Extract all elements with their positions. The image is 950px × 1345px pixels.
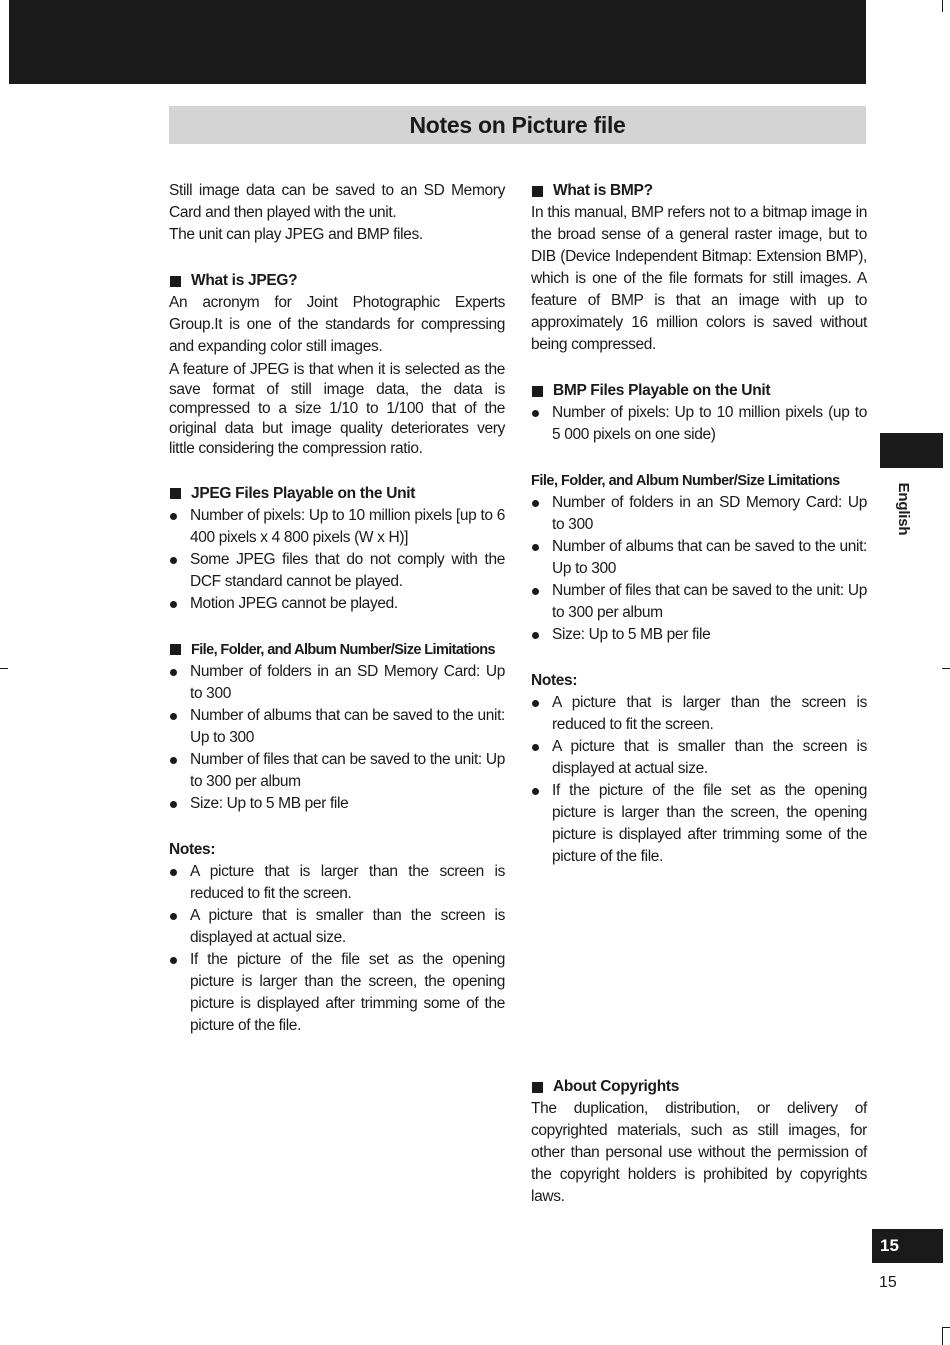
left-column <box>169 180 505 1037</box>
list-item: A picture that is smaller than the screen is displayed at actual size. <box>531 736 867 780</box>
limits-left-heading <box>169 639 505 661</box>
bmp-heading-text: What is BMP? <box>553 182 653 199</box>
list-item: If the picture of the file set as the opening picture is larger than the screen, the opening picture is displayed after trimming some of the picture of the file. <box>531 780 867 868</box>
list-item: Number of files that can be saved to the unit: Up to 300 per album <box>169 749 505 793</box>
list-item: Number of pixels: Up to 10 million pixels [up to 6 400 pixels x 4 800 pixels (W x H)] <box>169 505 505 549</box>
copyrights-paragraph: The duplication, distribution, or delivery of copyrighted materials, such as still images, for other than personal use without the permission of the copyright holders is prohibited by copyrights laws. <box>531 1100 867 1205</box>
square-bullet-icon <box>170 488 181 499</box>
jpeg-playable-heading-text: JPEG Files Playable on the Unit <box>191 484 416 502</box>
list-item: Number of pixels: Up to 10 million pixels (up to 5 000 pixels on one side) <box>531 402 867 446</box>
jpeg-paragraph-2: A feature of JPEG is that when it is selected as the save format of still image data, the data is compressed to a size 1/10 to 1/100 that of the original data but image quality deteriorates very little considering the compression ratio. <box>169 361 505 457</box>
intro-paragraph-1: Still image data can be saved to an SD Memory Card and then played with the unit. <box>169 182 505 221</box>
limits-right-heading: File, Folder, and Album Number/Size Limitations <box>531 473 840 489</box>
list-item: Number of albums that can be saved to the unit: Up to 300 <box>531 536 867 580</box>
copyrights-heading <box>531 1076 867 1098</box>
intro-paragraph-2: The unit can play JPEG and BMP files. <box>169 226 423 243</box>
copyrights-section <box>531 1076 867 1208</box>
copyrights-heading-text: About Copyrights <box>553 1078 680 1095</box>
notes-left-heading: Notes: <box>169 840 216 858</box>
jpeg-playable-list <box>169 505 505 615</box>
bmp-heading <box>531 180 867 202</box>
notes-left-list <box>169 861 505 1037</box>
list-item: Number of folders in an SD Memory Card: Up to 300 <box>169 661 505 705</box>
jpeg-heading <box>169 270 505 292</box>
jpeg-paragraph-1: An acronym for Joint Photographic Experts Group.It is one of the standards for compressing and expanding color still images. <box>169 294 505 355</box>
limits-left-list <box>169 661 505 815</box>
bmp-playable-heading <box>531 380 867 402</box>
crop-mark <box>942 1327 943 1345</box>
page-title: Notes on Picture file <box>169 106 866 144</box>
crop-mark <box>0 668 8 669</box>
page-number: 15 <box>879 1274 897 1291</box>
square-bullet-icon <box>532 186 543 197</box>
square-bullet-icon <box>170 644 181 655</box>
list-item: Number of folders in an SD Memory Card: Up to 300 <box>531 492 867 536</box>
crop-mark <box>942 0 943 12</box>
list-item: Size: Up to 5 MB per file <box>531 624 867 646</box>
list-item: Number of files that can be saved to the unit: Up to 300 per album <box>531 580 867 624</box>
crop-mark <box>9 0 10 15</box>
list-item: Motion JPEG cannot be played. <box>169 593 505 615</box>
jpeg-heading-text: What is JPEG? <box>191 272 298 289</box>
limits-left-heading-text: File, Folder, and Album Number/Size Limitations <box>191 641 495 658</box>
crop-mark <box>942 1327 950 1328</box>
list-item: Some JPEG files that do not comply with the DCF standard cannot be played. <box>169 549 505 593</box>
list-item: A picture that is larger than the screen is reduced to fit the screen. <box>169 861 505 905</box>
list-item: A picture that is larger than the screen is reduced to fit the screen. <box>531 692 867 736</box>
notes-right-heading: Notes: <box>531 672 578 689</box>
language-label: English <box>895 482 912 536</box>
jpeg-playable-heading <box>169 483 505 505</box>
list-item: Number of albums that can be saved to the unit: Up to 300 <box>169 705 505 749</box>
crop-mark <box>942 668 950 669</box>
side-tab-marker <box>880 433 943 468</box>
header-black-bar <box>9 0 866 84</box>
square-bullet-icon <box>170 276 181 287</box>
limits-right-list <box>531 492 867 646</box>
bmp-playable-heading-text: BMP Files Playable on the Unit <box>553 382 771 399</box>
square-bullet-icon <box>532 1082 543 1093</box>
list-item: A picture that is smaller than the screen is displayed at actual size. <box>169 905 505 949</box>
right-column <box>531 180 867 868</box>
list-item: Size: Up to 5 MB per file <box>169 793 505 815</box>
bmp-playable-list <box>531 402 867 446</box>
square-bullet-icon <box>532 386 543 397</box>
list-item: If the picture of the file set as the opening picture is larger than the screen, the opening picture is displayed after trimming some of the picture of the file. <box>169 949 505 1037</box>
notes-right-list <box>531 692 867 868</box>
page-number-badge: 15 <box>872 1229 943 1263</box>
bmp-paragraph: In this manual, BMP refers not to a bitmap image in the broad sense of a general raster image, but to DIB (Device Independent Bitmap: Extension BMP), which is one of the file formats for still images. A feature of BMP is that an image with up to approximately 16 million colors is saved without being compressed. <box>531 204 867 353</box>
